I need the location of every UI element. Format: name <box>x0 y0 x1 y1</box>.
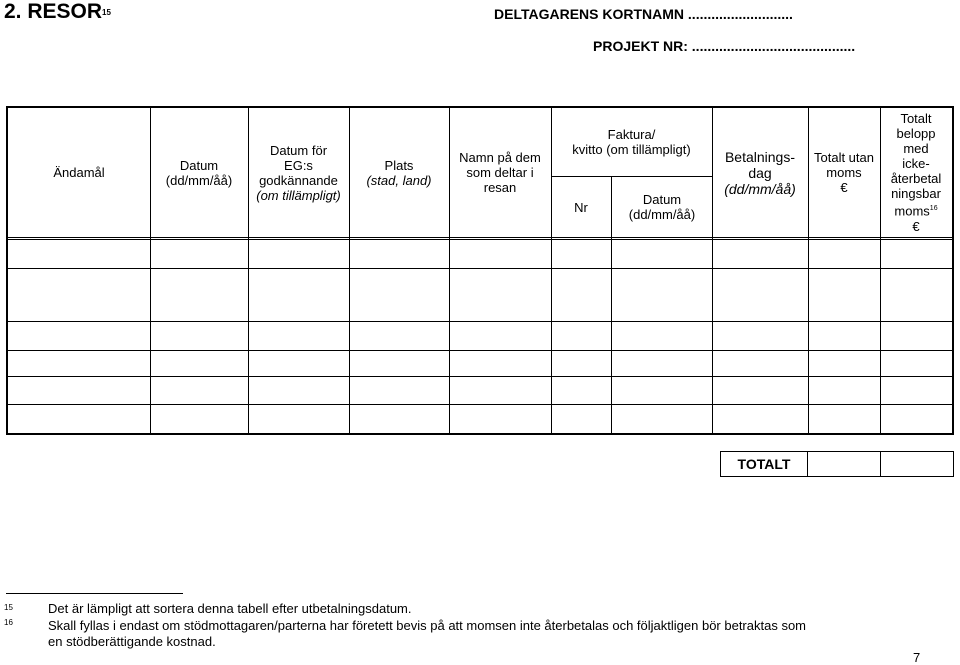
header-invoice-number: Nr <box>574 199 588 215</box>
total-excl-vat-cell[interactable] <box>807 451 881 477</box>
participant-shortname-label: DELTAGARENS KORTNAMN ........................... <box>494 6 793 22</box>
footnote-ref-16: 16 <box>929 205 938 213</box>
header-invoice-date: Datum (dd/mm/åå) <box>628 192 696 222</box>
footnote-number-15: 15 <box>4 603 13 612</box>
footnote-ref-15: 15 <box>102 8 111 17</box>
project-number-label: PROJEKT NR: .......................................... <box>593 38 856 54</box>
header-invoice: Faktura/ kvitto (om tillämpligt) <box>572 127 691 157</box>
header-date: Datum (dd/mm/åå) <box>165 157 233 188</box>
footnote-text-16: Skall fyllas i endast om stödmottagaren/parterna har företett bevis på att momsen inte återbetalas och följaktligen bör betraktas som en stödberättigande kostnad. <box>48 618 807 649</box>
footnote-separator <box>6 593 183 594</box>
header-total-excl-vat: Totalt utan moms € <box>814 150 874 195</box>
total-label: TOTALT <box>720 451 808 477</box>
header-purpose: Ändamål <box>53 165 105 180</box>
header-participants: Namn på dem som deltar i resan <box>459 150 541 195</box>
header-payment-date: Betalnings- dag (dd/mm/åå) <box>724 148 796 197</box>
footnote-text-15: Det är lämpligt att sortera denna tabell efter utbetalningsdatum. <box>48 601 412 616</box>
footnote-number-16: 16 <box>4 618 13 627</box>
section-title: 2. RESOR$^{15}$ <box>4 0 111 23</box>
header-eg-approval-date: Datum för EG:s godkännande (om tillämpligt) <box>256 142 341 203</box>
travel-table <box>6 106 954 435</box>
total-nonrecoverable-vat-cell[interactable] <box>880 451 954 477</box>
header-total-nonrecoverable-vat: Totalt belopp med icke- återbetal ningsbar moms$^{16}$ € <box>890 111 942 234</box>
page-number: 7 <box>913 650 921 665</box>
header-place: Plats (stad, land) <box>366 157 432 188</box>
